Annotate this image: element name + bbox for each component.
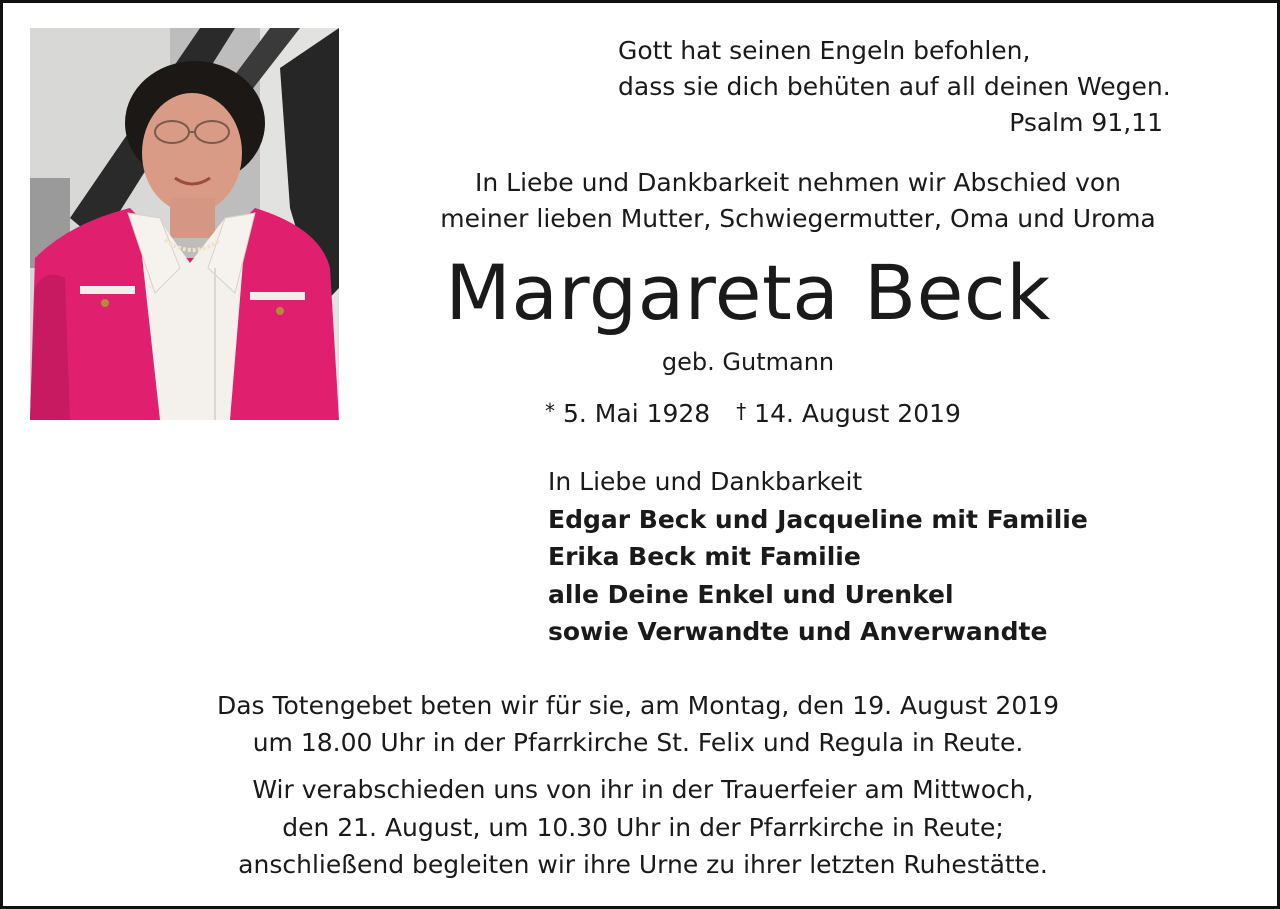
birth-symbol: * xyxy=(545,399,556,423)
mourner-family: alle Deine Enkel und Urenkel xyxy=(548,579,954,609)
mourners-list xyxy=(548,463,1248,651)
mourner-family: sowie Verwandte und Anverwandte xyxy=(548,617,1048,646)
service-line-1: Das Totengebet beten wir für sie, am Montag, den 19. August 2019 xyxy=(216,691,1060,720)
burial-line-2: den 21. August, um 10.30 Uhr in der Pfarrkirche in Reute; xyxy=(282,812,1004,842)
mourners-lead: In Liebe und Dankbarkeit xyxy=(548,467,863,496)
prayer-service-info xyxy=(43,687,1233,761)
death-date: 14. August 2019 xyxy=(754,399,961,428)
burial-line-1: Wir verabschieden uns von ihr in der Trauerfeier am Mittwoch, xyxy=(252,775,1034,804)
bible-verse xyxy=(618,33,1238,141)
portrait-photo xyxy=(30,28,339,420)
mourner-family: Edgar Beck und Jacqueline mit Familie xyxy=(548,504,1088,534)
birth-date: 5. Mai 1928 xyxy=(563,399,711,428)
verse-line-2: dass sie dich behüten auf all deinen Wegen. xyxy=(618,72,1171,101)
intro-line-2: meiner lieben Mutter, Schwiegermutter, Oma und Uroma xyxy=(440,204,1156,233)
mourner-family: Erika Beck mit Familie xyxy=(548,542,861,571)
funeral-info xyxy=(43,771,1243,884)
burial-line-3: anschließend begleiten wir ihre Urne zu ihrer letzten Ruhestätte. xyxy=(238,850,1048,879)
portrait-image xyxy=(30,28,339,420)
death-cross-icon: † xyxy=(736,399,747,423)
farewell-intro xyxy=(363,165,1233,237)
deceased-name: Margareta Beck xyxy=(445,248,1051,337)
service-line-2: um 18.00 Uhr in der Pfarrkirche St. Felix und Regula in Reute. xyxy=(252,728,1024,757)
verse-reference: Psalm 91,11 xyxy=(1009,108,1163,137)
life-dates xyxy=(453,393,1053,432)
maiden-name: geb. Gutmann xyxy=(661,348,835,376)
intro-line-1: In Liebe und Dankbarkeit nehmen wir Abschied von xyxy=(474,168,1122,197)
verse-line-1: Gott hat seinen Engeln befohlen, xyxy=(618,36,1031,65)
